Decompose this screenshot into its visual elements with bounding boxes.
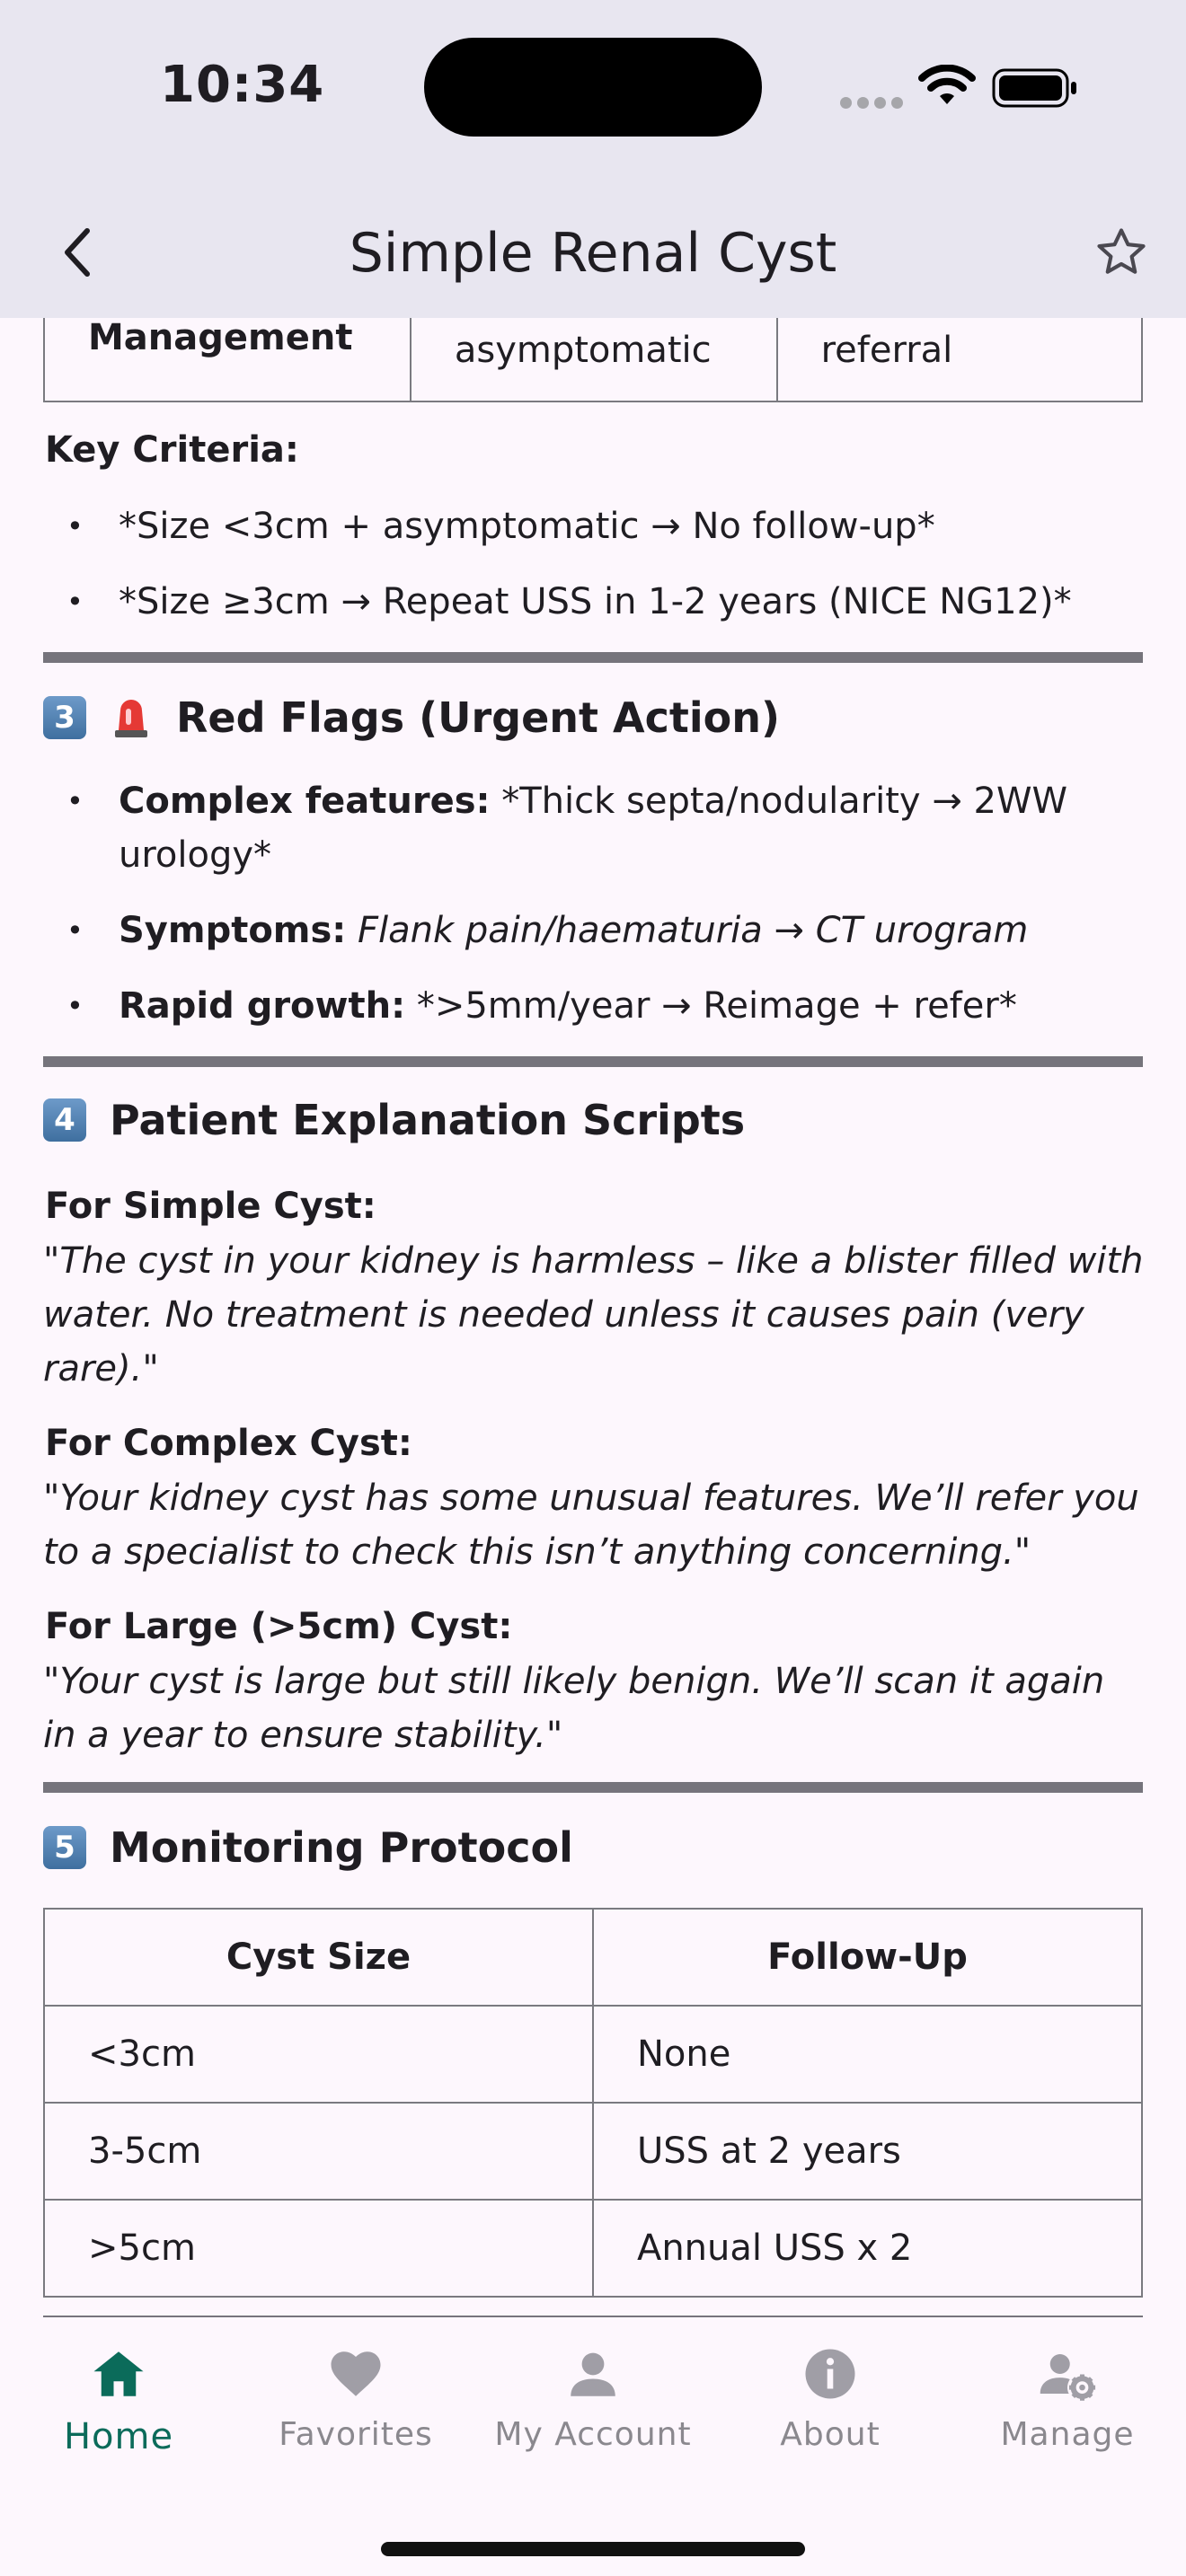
script-quote: "Your kidney cyst has some unusual features. We’ll refer you to a specialist to check this isn’t anything concerning." xyxy=(43,1478,1139,1573)
script-quote: "Your cyst is large but still likely benign. We’ll scan it again in a year to ensure stability." xyxy=(43,1661,1105,1756)
table-cell: referral xyxy=(777,318,1142,401)
section-title-text: Red Flags (Urgent Action) xyxy=(176,693,781,742)
table-row xyxy=(44,2103,1142,2200)
monitoring-table xyxy=(43,1908,1143,2298)
table-cell: None xyxy=(593,2006,1142,2103)
keycap-3-icon: 3 xyxy=(43,696,86,739)
nav-label: About xyxy=(780,2416,881,2453)
nav-item-home[interactable] xyxy=(0,2344,237,2457)
section-heading-scripts xyxy=(43,1096,745,1144)
keycap-5-icon: 5 xyxy=(43,1826,86,1869)
table-cell: >5cm xyxy=(44,2200,593,2297)
table-cell: Annual USS x 2 xyxy=(593,2200,1142,2297)
table-cell: Management xyxy=(44,318,411,401)
table-cell: USS at 2 years xyxy=(593,2103,1142,2200)
table-cell: <3cm xyxy=(44,2006,593,2103)
section-title-text: Monitoring Protocol xyxy=(110,1823,573,1872)
status-time: 10:34 xyxy=(160,56,325,114)
table-cell: asymptomatic xyxy=(411,318,777,401)
nav-label: My Account xyxy=(494,2416,692,2453)
script-heading: For Complex Cyst: xyxy=(45,1423,412,1464)
table-header-row xyxy=(44,1909,1142,2006)
list-item xyxy=(119,774,1125,882)
nav-item-favorites[interactable] xyxy=(237,2344,474,2453)
list-item-text: *>5mm/year → Reimage + refer* xyxy=(416,985,1017,1027)
nav-label: Favorites xyxy=(279,2416,433,2453)
home-indicator[interactable] xyxy=(381,2542,805,2556)
page-title: Simple Renal Cyst xyxy=(349,222,837,285)
table-row xyxy=(44,318,1142,401)
keycap-4-icon: 4 xyxy=(43,1098,86,1142)
section-title-text: Patient Explanation Scripts xyxy=(110,1096,746,1144)
manage-user-gear-icon xyxy=(1038,2344,1097,2404)
list-item-label: Symptoms: xyxy=(119,910,347,951)
column-header: Cyst Size xyxy=(44,1909,593,2006)
section-divider xyxy=(43,1782,1143,1793)
list-item xyxy=(119,904,1125,957)
list-item: • *Size <3cm + asymptomatic → No follow-up* xyxy=(119,499,1125,553)
nav-label: Home xyxy=(63,2416,174,2457)
nav-label: Manage xyxy=(1000,2416,1135,2453)
list-item-text: Flank pain/haematuria → CT urogram xyxy=(358,910,1029,951)
section-divider xyxy=(43,652,1143,663)
favorite-button[interactable] xyxy=(1087,214,1155,291)
dynamic-island xyxy=(424,38,762,137)
table-row xyxy=(44,2200,1142,2297)
nav-item-my-account[interactable] xyxy=(474,2344,712,2453)
home-icon xyxy=(89,2344,148,2404)
signal-dots-icon xyxy=(840,95,908,112)
list-item-label: Rapid growth: xyxy=(119,985,406,1027)
section-heading-red-flags xyxy=(43,693,780,742)
nav-item-about[interactable] xyxy=(712,2344,949,2453)
table-cell: 3-5cm xyxy=(44,2103,593,2200)
status-bar xyxy=(0,0,1186,189)
list-item-label: Complex features: xyxy=(119,781,491,822)
column-header: Follow-Up xyxy=(593,1909,1142,2006)
list-item xyxy=(119,979,1125,1033)
script-heading: For Large (>5cm) Cyst: xyxy=(45,1606,513,1647)
star-outline-icon xyxy=(1093,225,1149,280)
list-item: • *Size ≥3cm → Repeat USS in 1-2 years (NICE NG12)* xyxy=(119,575,1125,629)
article-content[interactable] xyxy=(0,318,1186,2317)
script-heading: For Simple Cyst: xyxy=(45,1186,376,1227)
script-quote: "The cyst in your kidney is harmless – like a blister filled with water. No treatment is needed unless it causes pain (very rare)." xyxy=(43,1240,1144,1389)
nav-item-manage[interactable] xyxy=(949,2344,1186,2453)
list-item-text: *Thick septa/nodularity → 2WW urology* xyxy=(119,781,1068,876)
bottom-navigation xyxy=(0,2317,1186,2576)
heart-icon xyxy=(326,2344,385,2404)
key-criteria-title: Key Criteria: xyxy=(45,429,299,471)
info-icon xyxy=(801,2344,860,2404)
section-divider xyxy=(43,1056,1143,1067)
table-row xyxy=(44,2006,1142,2103)
siren-icon xyxy=(110,696,153,739)
app-header xyxy=(0,189,1186,318)
person-icon xyxy=(563,2344,623,2404)
section-heading-monitoring xyxy=(43,1823,573,1872)
management-table xyxy=(43,318,1143,402)
battery-icon xyxy=(992,68,1078,108)
wifi-icon xyxy=(918,65,976,108)
